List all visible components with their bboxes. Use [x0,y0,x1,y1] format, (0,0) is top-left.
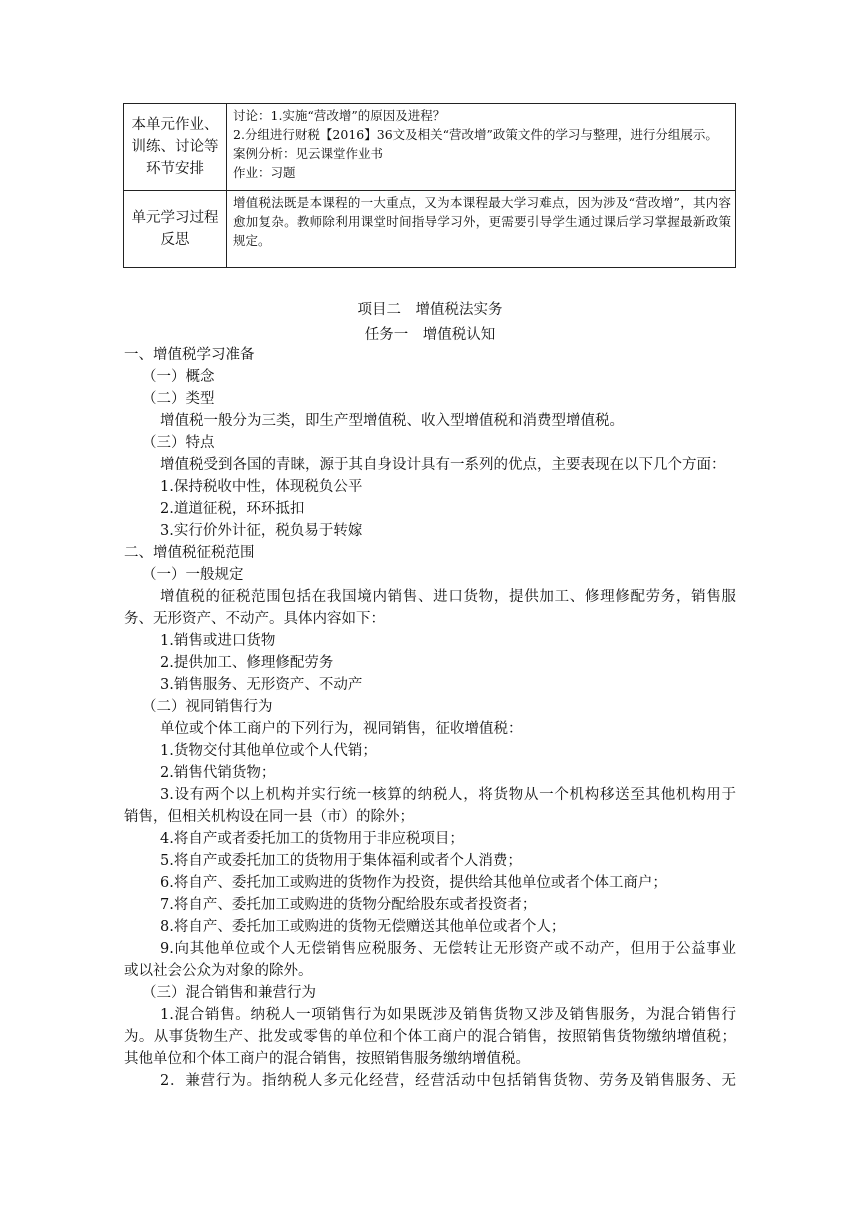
list-item: 3.设有两个以上机构并实行统一核算的纳税人，将货物从一个机构移送至其他机构用于 [160,787,736,803]
paragraph-line: 或以社会公众为对象的除外。 [124,963,313,979]
list-item: 6.将自产、委托加工或购进的货物作为投资，提供给其他单位或者个体工商户； [160,875,667,891]
row-header-reflection: 单元学习过程反思 [124,191,227,268]
unit-plan-table [123,103,736,268]
cell-line: 案例分析：见云课堂作业书 [233,146,384,161]
paragraph-line: 其他单位和个体工商户的混合销售，按照销售服务缴纳增值税。 [124,1051,530,1067]
list-item: 1.保持税收中性，体现税负公平 [160,479,363,495]
table-row [124,104,736,191]
paragraph-line: 增值税一般分为三类，即生产型增值税、收入型增值税和消费型增值税。 [160,413,624,429]
section-heading: 二、增值税征税范围 [124,545,255,561]
list-item: 4.将自产或者委托加工的货物用于非应税项目； [160,831,464,847]
cell-line: 作业：习题 [233,165,296,180]
list-item: 8.将自产、委托加工或购进的货物无偿赠送其他单位或者个人； [160,919,566,935]
subsection-heading: （一）概念 [142,369,215,385]
cell-line: 2.分组进行财税【2016】36文及相关“营改增”政策文件的学习与整理，进行分组展示。 [233,127,718,142]
subsection-heading: （三）混合销售和兼营行为 [142,985,316,1001]
list-item: 2.提供加工、修理修配劳务 [160,655,334,671]
list-item: 5.将自产或委托加工的货物用于集体福利或者个人消费； [160,853,522,869]
row-header-homework: 本单元作业、训练、讨论等环节安排 [124,104,227,191]
list-item: 2.道道征税，环环抵扣 [160,501,305,517]
list-item: 7.将自产、委托加工或购进的货物分配给股东或者投资者； [160,897,537,913]
paragraph-line: 务、无形资产、不动产。具体内容如下： [124,611,385,627]
project-title: 项目二 增值税法实务 [357,302,503,318]
list-item: 2.销售代销货物； [160,765,276,781]
paragraph-line: 为。从事货物生产、批发或零售的单位和个体工商户的混合销售，按照销售货物缴纳增值税； [124,1029,736,1045]
task-title: 任务一 增值税认知 [364,327,496,343]
subsection-heading: （二）类型 [142,391,215,407]
list-item: 9.向其他单位或个人无偿销售应税服务、无偿转让无形资产或不动产，但用于公益事业 [160,941,736,957]
subsection-heading: （三）特点 [142,435,215,451]
paragraph-line: 2．兼营行为。指纳税人多元化经营，经营活动中包括销售货物、劳务及销售服务、无 [160,1073,736,1089]
section-heading: 一、增值税学习准备 [124,347,255,363]
paragraph-line: 销售，但相关机构设在同一县（市）的除外； [124,809,414,825]
paragraph-line: 1.混合销售。纳税人一项销售行为如果既涉及销售货物又涉及销售服务，为混合销售行 [160,1007,736,1023]
list-item: 3.实行价外计征，税负易于转嫁 [160,523,363,539]
paragraph-line: 增值税受到各国的青睐，源于其自身设计具有一系列的优点，主要表现在以下几个方面： [160,457,726,473]
paragraph-line: 增值税的征税范围包括在我国境内销售、进口货物，提供加工、修理修配劳务，销售服 [160,589,736,605]
list-item: 3.销售服务、无形资产、不动产 [160,677,363,693]
cell-line: 讨论：1.实施“营改增”的原因及进程？ [233,108,446,123]
list-item: 1.销售或进口货物 [160,633,276,649]
table-row [124,191,736,268]
paragraph-line: 单位或个体工商户的下列行为，视同销售，征收增值税： [160,721,523,737]
list-item: 1.货物交付其他单位或个人代销； [160,743,377,759]
homework-cell [227,104,736,191]
subsection-heading: （二）视同销售行为 [142,699,273,715]
reflection-text: 增值税法既是本课程的一大重点，又为本课程最大学习难点，因为涉及“营改增”，其内容愈加复杂。教师除利用课堂时间指导学习外，更需要引导学生通过课后学习掌握最新政策规定。 [233,195,731,248]
reflection-cell [227,191,736,268]
subsection-heading: （一）一般规定 [142,567,244,583]
